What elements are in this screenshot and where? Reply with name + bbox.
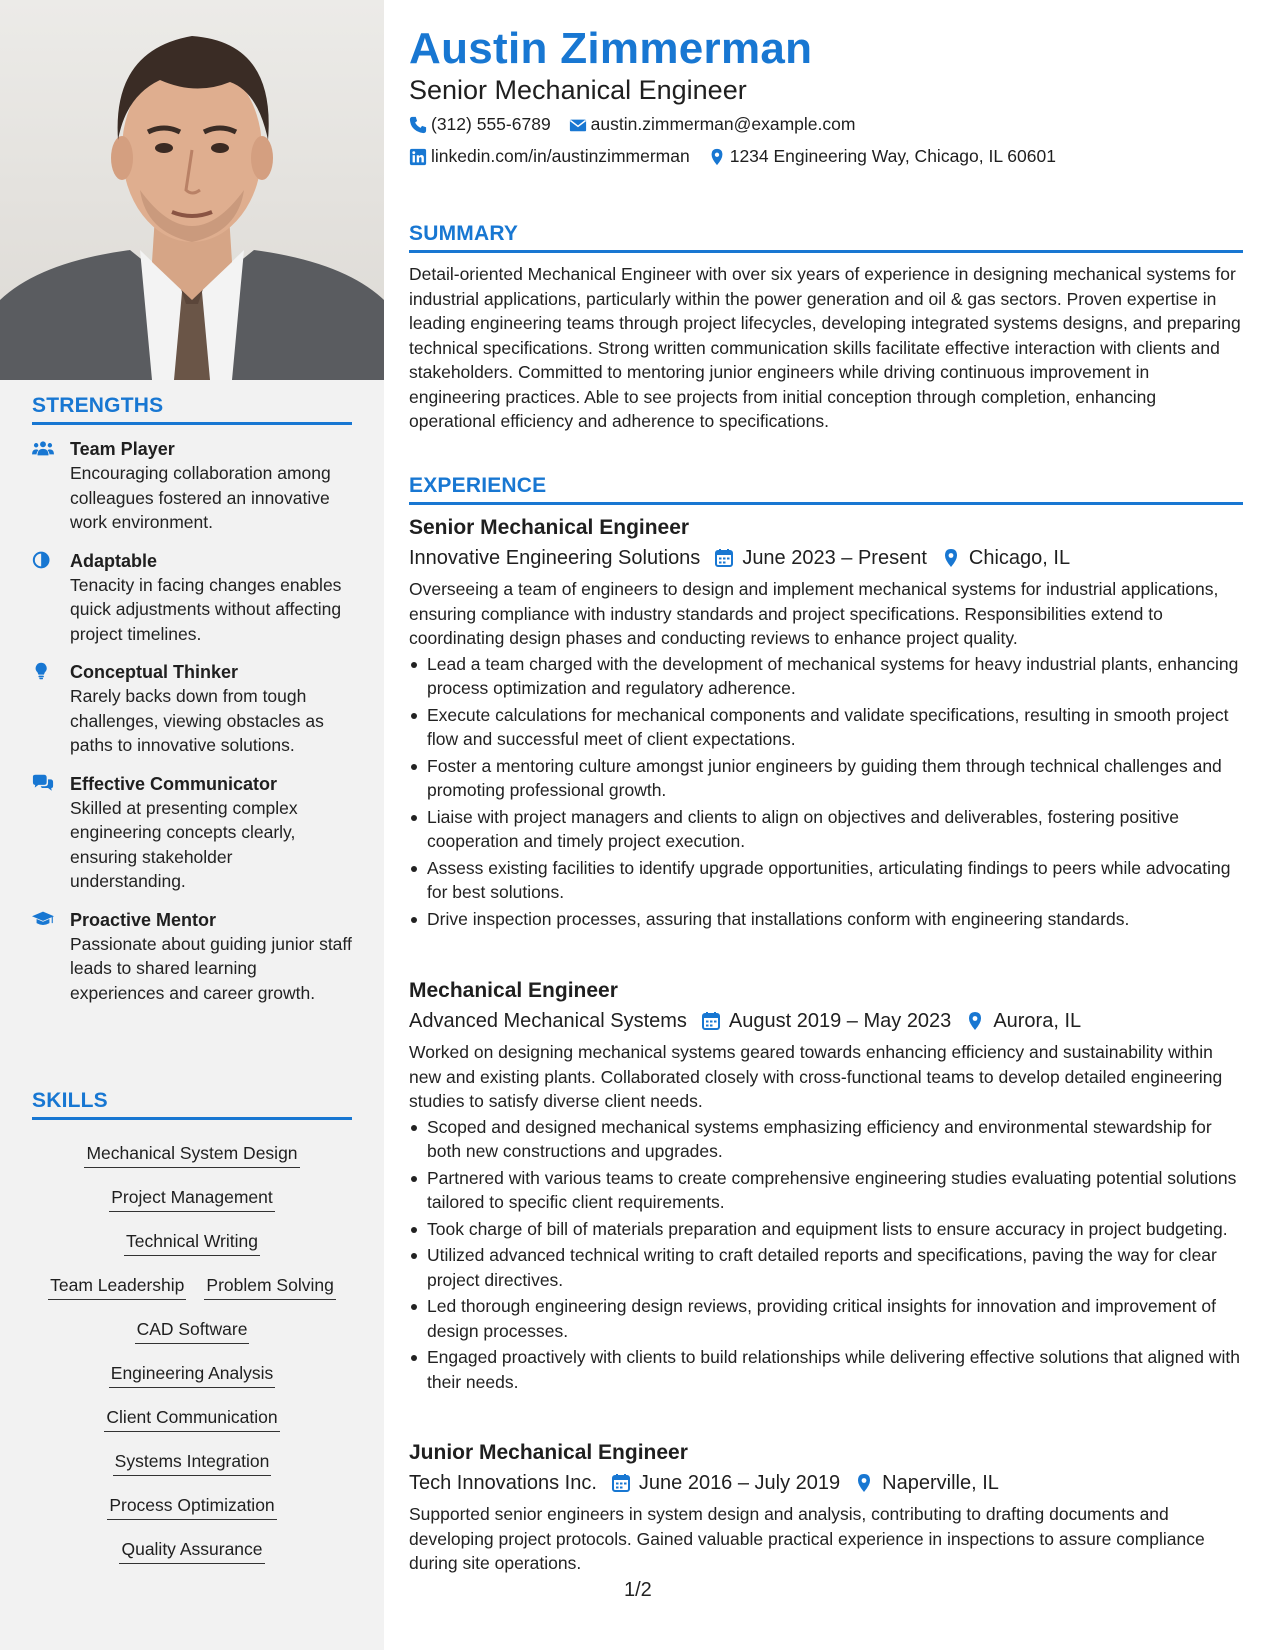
job-title: Mechanical Engineer — [409, 979, 618, 1002]
list-item: Led thorough engineering design reviews, providing critical insights for innovation and improvement of design processes. — [409, 1294, 1243, 1343]
job-bullets — [409, 652, 1243, 932]
contrast-icon — [32, 549, 70, 647]
skill-tag: Team Leadership — [48, 1270, 186, 1300]
strength-text: Encouraging collaboration among colleagues fostered an innovative work environment. — [70, 463, 331, 532]
job-entry — [409, 514, 1243, 933]
job-entry — [409, 1439, 1243, 1576]
skill-tag: Quality Assurance — [119, 1534, 264, 1564]
job-location: Aurora, IL — [993, 1010, 1082, 1032]
users-icon — [32, 437, 70, 535]
contact-email[interactable] — [569, 114, 856, 135]
strength-item — [32, 549, 352, 647]
list-item: Partnered with various teams to create comprehensive engineering studies evaluating potential solutions tailored to specific client requirements. — [409, 1166, 1243, 1215]
job-location: Chicago, IL — [968, 547, 1071, 569]
strength-text: Tenacity in facing changes enables quick adjustments without affecting project timelines. — [70, 574, 342, 644]
strength-text: Passionate about guiding junior staff leads to shared learning experiences and career growth. — [70, 933, 352, 1003]
job-meta — [409, 544, 1243, 572]
skill-tag: Mechanical System Design — [84, 1138, 299, 1168]
map-pin-icon — [965, 1011, 985, 1031]
candidate-role: Senior Mechanical Engineer — [409, 75, 747, 105]
job-description: Supported senior engineers in system design and analysis, contributing to drafting documents and developing project protocols. Gained valuable practical experience in inspections to assure compliance during site operations. — [409, 1504, 1205, 1573]
strength-title: Team Player — [70, 439, 175, 459]
strength-text: Rarely backs down from tough challenges, viewing obstacles as paths to innovative solutions. — [70, 686, 324, 755]
contact-row — [409, 146, 1074, 167]
page-number: 1/2 — [624, 1579, 652, 1601]
graduation-cap-icon — [32, 908, 70, 1006]
experience-title: EXPERIENCE — [409, 474, 1243, 505]
list-item: Lead a team charged with the development of mechanical systems for heavy industrial plants, enhancing process optimization and regulatory adherence. — [409, 652, 1243, 701]
envelope-icon — [569, 116, 587, 134]
summary-text: Detail-oriented Mechanical Engineer with over six years of experience in designing mechanical systems for industrial applications, particularly within the power generation and oil & gas sectors. Proven expertise in leading engineering teams through project lifecycles, developing integrated systems designs, and preparing technical specifications. Strong written communication skills facilitate effective interaction with clients and stakeholders. Committed to mentoring junior engineers while driving continuous improvement in engineering practices. Able to see projects from initial conception through completion, enhancing operational efficiency and adherence to specifications. — [409, 264, 1241, 431]
map-pin-icon — [941, 548, 961, 568]
list-item: Took charge of bill of materials preparation and equipment lists to ensure accuracy in project budgeting. — [409, 1217, 1243, 1242]
calendar-icon — [701, 1011, 721, 1031]
skills-title: SKILLS — [32, 1089, 352, 1120]
list-item: Utilized advanced technical writing to craft detailed reports and specifications, paving the way for clear project directives. — [409, 1243, 1243, 1292]
profile-photo — [0, 0, 384, 380]
job-dates: June 2023 – Present — [742, 547, 927, 569]
job-company: Innovative Engineering Solutions — [409, 547, 701, 569]
skill-tag: Client Communication — [104, 1402, 279, 1432]
contact-row — [409, 114, 873, 135]
job-description: Overseeing a team of engineers to design and implement mechanical systems for industrial applications, ensuring compliance with industry standards and project specifications. Responsibilities extend to coordinating design phases and conducting reviews to enhance project quality. — [409, 579, 1219, 648]
skill-tag: CAD Software — [135, 1314, 250, 1344]
email-text: austin.zimmerman@example.com — [590, 114, 856, 134]
list-item: Assess existing facilities to identify upgrade opportunities, articulating findings to peers while advocating for best solutions. — [409, 856, 1243, 905]
strength-item — [32, 660, 352, 758]
contact-address — [708, 146, 1056, 167]
linkedin-icon — [409, 148, 427, 166]
strength-title: Effective Communicator — [70, 773, 278, 794]
calendar-icon — [714, 548, 734, 568]
phone-text: (312) 555-6789 — [431, 114, 551, 134]
skills-section — [32, 1089, 352, 1570]
list-item: Execute calculations for mechanical components and validate specifications, resulting in smooth project flow and successful meet of client expectations. — [409, 703, 1243, 752]
job-company: Tech Innovations Inc. — [409, 1472, 597, 1494]
phone-icon — [409, 116, 427, 134]
map-pin-icon — [708, 148, 726, 166]
strength-item — [32, 908, 352, 1006]
job-title: Senior Mechanical Engineer — [409, 516, 690, 539]
list-item: Liaise with project managers and clients to align on objectives and deliverables, fostering positive cooperation and timely project execution. — [409, 805, 1243, 854]
skill-tag: Process Optimization — [107, 1490, 276, 1520]
skill-tag: Problem Solving — [204, 1270, 335, 1300]
list-item: Engaged proactively with clients to build relationships while delivering effective solutions that aligned with their needs. — [409, 1345, 1243, 1394]
linkedin-text: linkedin.com/in/austinzimmerman — [431, 146, 690, 166]
job-description: Worked on designing mechanical systems geared towards enhancing efficiency and sustainability within new and existing plants. Collaborated closely with cross-functional teams to develop detailed engineering studies to satisfy diverse client needs. — [409, 1042, 1223, 1111]
list-item: Scoped and designed mechanical systems emphasizing efficiency and environmental stewardship for both new constructions and upgrades. — [409, 1115, 1243, 1164]
skill-tag: Systems Integration — [113, 1446, 272, 1476]
list-item: Foster a mentoring culture amongst junior engineers by guiding them through technical challenges and promoting professional growth. — [409, 754, 1243, 803]
job-entry — [409, 977, 1243, 1396]
strength-text: Skilled at presenting complex engineering concepts clearly, ensuring stakeholder understanding. — [70, 797, 298, 891]
list-item: Drive inspection processes, assuring that installations conform with engineering standards. — [409, 907, 1243, 932]
summary-title: SUMMARY — [409, 222, 1243, 253]
strength-title: Conceptual Thinker — [70, 662, 239, 682]
skills-list — [32, 1130, 352, 1570]
map-pin-icon — [854, 1473, 874, 1493]
job-location: Naperville, IL — [882, 1472, 999, 1494]
strength-item — [32, 772, 352, 894]
skill-tag: Engineering Analysis — [109, 1358, 275, 1388]
contact-linkedin[interactable] — [409, 146, 690, 167]
address-text: 1234 Engineering Way, Chicago, IL 60601 — [729, 146, 1056, 166]
skill-tag: Project Management — [109, 1182, 274, 1212]
strengths-title: STRENGTHS — [32, 394, 352, 425]
contact-phone[interactable] — [409, 114, 551, 135]
skill-tag: Technical Writing — [124, 1226, 260, 1256]
strengths-section — [32, 394, 352, 1005]
job-meta — [409, 1469, 1243, 1497]
strength-item — [32, 437, 352, 535]
lightbulb-icon — [32, 660, 70, 758]
job-dates: June 2016 – July 2019 — [638, 1472, 841, 1494]
job-company: Advanced Mechanical Systems — [409, 1010, 687, 1032]
calendar-icon — [611, 1473, 631, 1493]
strength-title: Proactive Mentor — [70, 909, 217, 930]
job-meta — [409, 1007, 1243, 1035]
strength-title: Adaptable — [70, 550, 158, 571]
job-bullets — [409, 1115, 1243, 1395]
sidebar — [0, 0, 384, 1650]
profile-photo-image — [0, 0, 384, 380]
job-title: Junior Mechanical Engineer — [409, 1441, 688, 1464]
job-dates: August 2019 – May 2023 — [728, 1010, 952, 1032]
candidate-name: Austin Zimmerman — [409, 24, 813, 73]
comments-icon — [32, 772, 70, 894]
